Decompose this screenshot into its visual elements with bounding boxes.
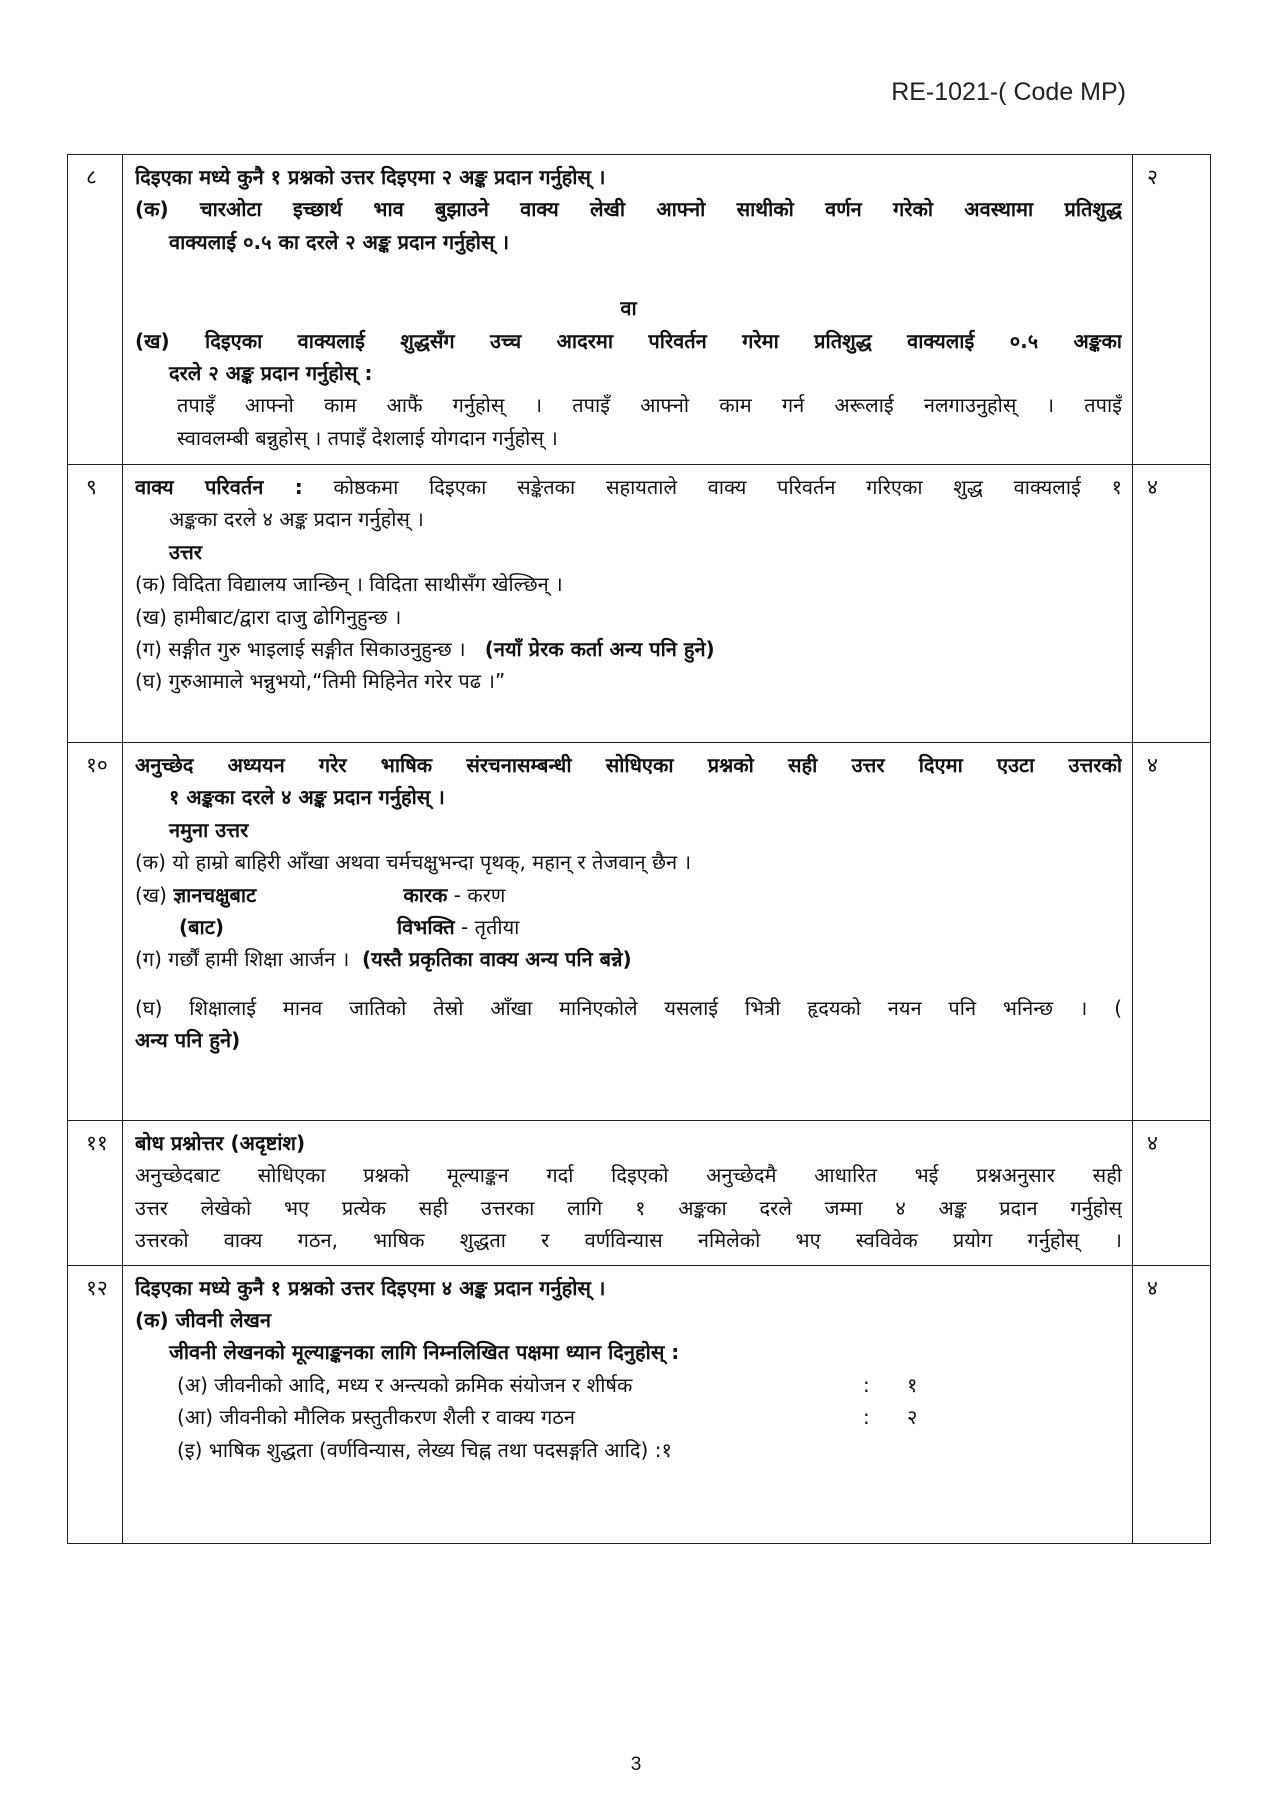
criterion-mark: २	[907, 1405, 918, 1430]
instruction-line: उत्तरको वाक्य गठन, भाषिक शुद्धता र वर्णविन्यास नमिलेको भए स्वविवेक प्रयोग गर्नुहोस् ।	[135, 1228, 1122, 1253]
answer-ga	[135, 633, 1122, 665]
answer-note: (यस्तै प्रकृतिका वाक्य अन्य पनि बन्ने)	[362, 947, 632, 972]
criterion-row: (इ) भाषिक शुद्धता (वर्णविन्यास, लेख्य चिह्न तथा पदसङ्गति आदि) :१	[177, 1437, 672, 1462]
table-row	[68, 155, 1211, 465]
answer-prefix: (ख)	[135, 882, 167, 907]
option-ka-line: वाक्यलाई ०.५ का दरले २ अङ्क प्रदान गर्नुहोस् ।	[169, 229, 510, 254]
question-number: १२	[68, 1265, 123, 1543]
answer-kha	[135, 879, 1122, 911]
table-row	[68, 465, 1211, 743]
marks-value: २	[1133, 155, 1211, 465]
question-body	[123, 465, 1133, 743]
table-row	[68, 743, 1211, 1121]
heading-line: १ अङ्कका दरले ४ अङ्क प्रदान गर्नुहोस् ।	[169, 785, 445, 810]
question-number: ११	[68, 1121, 123, 1266]
vibhakti-label: विभक्ति	[397, 914, 455, 939]
question-body	[123, 1121, 1133, 1266]
question-body	[123, 743, 1133, 1121]
criterion-colon: :	[863, 1405, 870, 1430]
criterion-colon: :	[863, 1372, 870, 1397]
table-row	[68, 1265, 1211, 1543]
or-label: वा	[620, 296, 637, 321]
heading-line: अङ्कका दरले ४ अङ्क प्रदान गर्नुहोस् ।	[169, 507, 424, 532]
option-kha-line: (ख) दिइएका वाक्यलाई शुद्धसँग उच्च आदरमा परिवर्तन गरेमा प्रतिशुद्ध वाक्यलाई ०.५ अङ्कका	[135, 328, 1122, 353]
answer-kha-2	[135, 911, 1122, 943]
sample-text-line: स्वावलम्बी बन्नुहोस् । तपाइँ देशलाई योगदान गर्नुहोस् ।	[177, 425, 558, 450]
answer-note: (नयाँ प्रेरक कर्ता अन्य पनि हुने)	[484, 636, 715, 661]
question-number: ९	[68, 465, 123, 743]
answer-word: ज्ञानचक्षुबाट	[173, 882, 257, 907]
page-number: 3	[630, 1754, 642, 1775]
case-value: - करण	[447, 882, 506, 907]
question-body	[123, 1265, 1133, 1543]
question-number: १०	[68, 743, 123, 1121]
row-heading: बोध प्रश्नोत्तर (अदृष्टांश)	[135, 1131, 306, 1155]
vibhakti-value: - तृतीया	[454, 914, 520, 939]
answer-ka: (क) विदिता विद्यालय जान्छिन् । विदिता साथीसँग खेल्छिन् ।	[135, 572, 563, 597]
row-heading	[135, 471, 1122, 503]
marks-value: ४	[1133, 1265, 1211, 1543]
criterion-text: (आ) जीवनीको मौलिक प्रस्तुतीकरण शैली र वाक्य गठन	[177, 1405, 575, 1430]
instruction-line: उत्तर लेखेको भए प्रत्येक सही उत्तरका लागि १ अङ्कका दरले जम्मा ४ अङ्क प्रदान गर्नुहोस्	[135, 1195, 1122, 1220]
marks-value: ४	[1133, 465, 1211, 743]
answer-ga	[135, 943, 1122, 975]
answer-label: उत्तर	[169, 539, 202, 564]
answer-ka: (क) यो हाम्रो बाहिरी आँखा अथवा चर्मचक्षुभन्दा पृथक्, महान् र तेजवान् छैन ।	[135, 850, 692, 875]
row-heading: अनुच्छेद अध्ययन गरेर भाषिक संरचनासम्बन्धी सोधिएका प्रश्नको सही उत्तर दिएमा एउटा उत्तरको	[135, 753, 1122, 777]
heading-bold: वाक्य परिवर्तन :	[135, 475, 303, 499]
option-ka-line: (क) चारओटा इच्छार्थ भाव बुझाउने वाक्य लेखी आफ्नो साथीको वर्णन गरेको अवस्थामा प्रतिशुद्ध	[135, 197, 1122, 222]
criterion-mark: १	[907, 1372, 918, 1397]
postposition: (बाट)	[179, 914, 224, 939]
row-heading: दिइएका मध्ये कुनै १ प्रश्नको उत्तर दिइएमा ४ अङ्क प्रदान गर्नुहोस् ।	[135, 1275, 606, 1300]
evaluation-instruction: जीवनी लेखनको मूल्याङ्कनका लागि निम्नलिखित पक्षमा ध्यान दिनुहोस् :	[169, 1340, 680, 1365]
sample-answer-label: नमुना उत्तर	[169, 817, 249, 842]
instruction-line: अनुच्छेदबाट सोधिएका प्रश्नको मूल्याङ्कन गर्दा दिइएको अनुच्छेदमै आधारित भई प्रश्नअनुसार सही	[135, 1163, 1122, 1188]
document-code: RE-1021-( Code MP)	[891, 78, 1126, 106]
heading-rest: कोष्ठकमा दिइएका सङ्केतका सहायताले वाक्य परिवर्तन गरिएका शुद्ध वाक्यलाई १	[302, 475, 1122, 499]
marking-scheme-table	[67, 154, 1211, 1544]
table-row	[68, 1121, 1211, 1266]
question-body	[123, 155, 1133, 465]
answer-text: (ग) गर्छौं हामी शिक्षा आर्जन ।	[135, 947, 350, 972]
marks-value: ४	[1133, 1121, 1211, 1266]
criterion-row	[135, 1369, 1122, 1401]
row-heading: दिइएका मध्ये कुनै १ प्रश्नको उत्तर दिइएमा २ अङ्क प्रदान गर्नुहोस् ।	[135, 165, 606, 189]
case-label: कारक	[403, 882, 448, 907]
answer-gha: (घ) गुरुआमाले भन्नुभयो,“तिमी मिहिनेत गरेर पढ ।”	[135, 669, 506, 694]
criterion-text: (अ) जीवनीको आदि, मध्य र अन्त्यको क्रमिक संयोजन र शीर्षक	[177, 1372, 633, 1397]
criterion-row	[135, 1401, 1122, 1433]
option-kha-line: दरले २ अङ्क प्रदान गर्नुहोस् :	[169, 360, 373, 385]
question-number: ८	[68, 155, 123, 465]
answer-gha: (घ) शिक्षालाई मानव जातिको तेस्रो आँखा मानिएकोले यसलाई भित्री हृदयको नयन पनि भनिन्छ । (	[135, 995, 1122, 1020]
sub-heading: (क) जीवनी लेखन	[135, 1307, 272, 1332]
marks-value: ४	[1133, 743, 1211, 1121]
sample-text-line: तपाइँ आफ्नो काम आफैं गर्नुहोस् । तपाइँ आफ्नो काम गर्न अरूलाई नलगाउनुहोस् । तपाइँ	[177, 393, 1122, 418]
answer-gha-note: अन्य पनि हुने)	[135, 1028, 241, 1053]
answer-text: (ग) सङ्गीत गुरु भाइलाई सङ्गीत सिकाउनुहुन्छ ।	[135, 636, 466, 661]
answer-kha: (ख) हामीबाट/द्वारा दाजु ढोगिनुहुन्छ ।	[135, 604, 402, 629]
